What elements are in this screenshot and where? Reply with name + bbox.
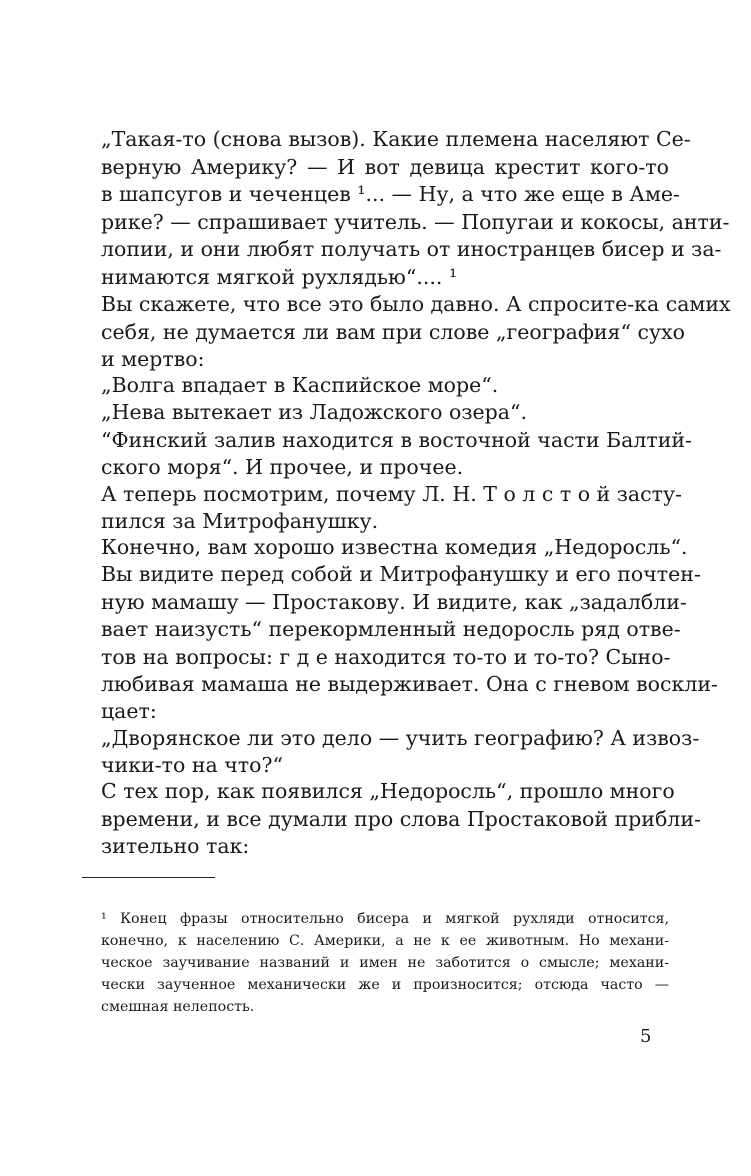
text-line: времени, и все думали про слова Простаковой прибли- [101, 807, 701, 831]
text-line: Конечно, вам хорошо известна комедия „Недоросль“. [101, 535, 688, 559]
text-line: цает: [101, 699, 157, 723]
text-line: ную мамашу — Простакову. И видите, как „задалбли- [101, 590, 687, 614]
text-line: „Нева вытекает из Ладожского озера“. [101, 400, 528, 424]
footnote-line: чески заученное механически же и произносится; отсюда часто — [101, 977, 669, 993]
text-line: „Дворянское ли это дело — учить географию? А извоз- [101, 726, 700, 750]
text-line: С тех пор, как появился „Недоросль“, прошло много [101, 779, 675, 803]
text-line: и мертво: [101, 347, 205, 371]
text-line: зительно так: [101, 834, 250, 858]
text-line: лопии, и они любят получать от иностранцев бисер и за- [101, 237, 722, 261]
text-line: себя, не думается ли вам при слове „география“ сухо [101, 320, 685, 344]
text-line: тов на вопросы: г д е находится то-то и то-то? Сыно- [101, 645, 671, 669]
text-line: пился за Митрофанушку. [101, 509, 379, 533]
text-line: „Волга впадает в Каспийское море“. [101, 373, 499, 397]
footnote-line: ¹ Конец фразы относительно бисера и мягкой рухляди относится, [101, 911, 669, 927]
text-line: ского моря“. И прочее, и прочее. [101, 455, 464, 479]
footnote-separator [82, 877, 215, 878]
text-line: любивая мамаша не выдерживает. Она с гневом воскли- [101, 672, 718, 696]
text-line: Вы видите перед собой и Митрофанушку и его почтен- [101, 562, 701, 586]
text-line: вает наизусть“ перекормленный недоросль ряд отве- [101, 617, 681, 641]
text-line: “Финский залив находится в восточной части Балтий- [101, 428, 692, 452]
text-line: верную Америку? — И вот девица крестит кого-то [101, 155, 669, 179]
text-line: А теперь посмотрим, почему Л. Н. Т о л с т о й засту- [101, 482, 682, 506]
text-line: Вы скажете, что все это было давно. А спросите-ка самих [101, 292, 731, 316]
text-line: в шапсугов и чеченцев ¹... — Ну, а что же еще в Аме- [101, 182, 680, 206]
page-number: 5 [640, 1026, 652, 1047]
footnote-line: конечно, к населению С. Америки, а не к ее животным. Но механи- [101, 933, 669, 949]
text-line: рике? — спрашивает учитель. — Попугаи и кокосы, анти- [101, 210, 730, 234]
footnote-line: ческое заучивание названий и имен не заботится о смысле; механи- [101, 955, 669, 971]
text-line: „Такая-то (снова вызов). Какие племена населяют Се- [101, 127, 691, 151]
footnote-line: смешная нелепость. [101, 999, 255, 1015]
text-line: нимаются мягкой рухлядью“.... ¹ [101, 265, 458, 289]
text-line: чики-то на что?“ [101, 753, 283, 777]
